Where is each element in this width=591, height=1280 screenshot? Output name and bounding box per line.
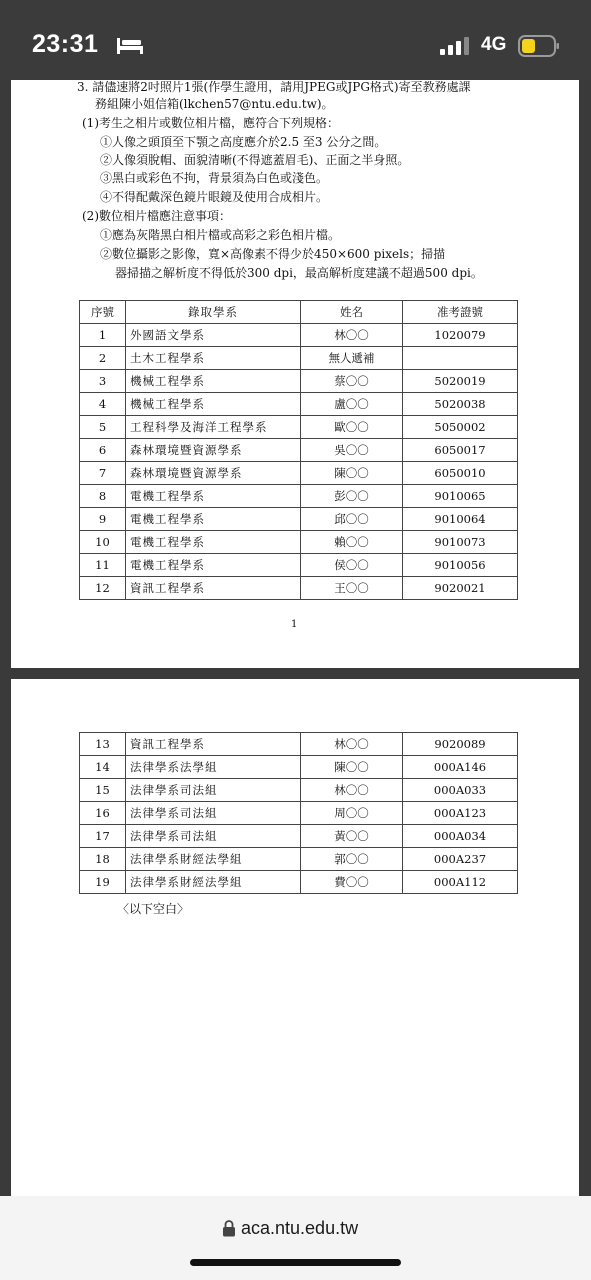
cell-id: 5020019 (403, 370, 518, 393)
status-bar (0, 0, 591, 80)
cell-id: 1020079 (403, 324, 518, 347)
cell-no: 14 (80, 756, 126, 779)
cell-dept: 森林環境暨資源學系 (126, 462, 301, 485)
cell-no: 16 (80, 802, 126, 825)
cell-dept: 外國語文學系 (126, 324, 301, 347)
cell-id: 6050010 (403, 462, 518, 485)
header-no: 序號 (80, 301, 126, 324)
cell-dept: 電機工程學系 (126, 485, 301, 508)
cell-dept: 法律學系法學組 (126, 756, 301, 779)
cell-id: 9010056 (403, 554, 518, 577)
cell-name: 歐〇〇 (301, 416, 403, 439)
cell-id: 5020038 (403, 393, 518, 416)
table-row (80, 462, 518, 485)
cell-id: 000A034 (403, 825, 518, 848)
cell-id: 9020021 (403, 577, 518, 600)
cell-name: 賴〇〇 (301, 531, 403, 554)
cell-id: 9020089 (403, 733, 518, 756)
cell-id: 000A237 (403, 848, 518, 871)
table-row (80, 779, 518, 802)
table-row (80, 324, 518, 347)
table-row (80, 733, 518, 756)
admission-table-continued (79, 732, 518, 894)
table-row (80, 347, 518, 370)
cell-no: 4 (80, 393, 126, 416)
cell-no: 6 (80, 439, 126, 462)
cell-dept: 電機工程學系 (126, 554, 301, 577)
cell-dept: 法律學系財經法學組 (126, 848, 301, 871)
table-row (80, 871, 518, 894)
cell-no: 10 (80, 531, 126, 554)
blank-below-note: 〈以下空白〉 (117, 902, 190, 916)
cell-no: 3 (80, 370, 126, 393)
cell-dept: 資訊工程學系 (126, 733, 301, 756)
cell-name: 蔡〇〇 (301, 370, 403, 393)
table-row (80, 508, 518, 531)
cell-dept: 電機工程學系 (126, 531, 301, 554)
cell-dept: 法律學系司法組 (126, 825, 301, 848)
document-page-2 (11, 679, 579, 1196)
cell-name: 彭〇〇 (301, 485, 403, 508)
doc-line: ①人像之頭頂至下顎之高度應介於2.5 至3 公分之間。 (100, 135, 387, 149)
header-id: 准考證號 (403, 301, 518, 324)
cell-no: 8 (80, 485, 126, 508)
table-row (80, 577, 518, 600)
cell-no: 9 (80, 508, 126, 531)
cell-dept: 機械工程學系 (126, 370, 301, 393)
cell-dept: 電機工程學系 (126, 508, 301, 531)
cell-dept: 工程科學及海洋工程學系 (126, 416, 301, 439)
doc-line: (1)考生之相片或數位相片檔，應符合下列規格： (82, 116, 339, 130)
table-row (80, 393, 518, 416)
table-row (80, 756, 518, 779)
doc-line: (2)數位相片檔應注意事項： (82, 209, 231, 223)
sleep-focus-icon (116, 37, 144, 55)
cell-name: 郭〇〇 (301, 848, 403, 871)
cell-no: 7 (80, 462, 126, 485)
header-name: 姓名 (301, 301, 403, 324)
lock-icon (222, 1220, 236, 1237)
home-indicator[interactable] (190, 1259, 401, 1266)
table-row (80, 370, 518, 393)
cell-name: 王〇〇 (301, 577, 403, 600)
admission-table (79, 300, 518, 600)
doc-line: ③黑白或彩色不拘，背景須為白色或淺色。 (100, 171, 329, 185)
cell-id: 000A123 (403, 802, 518, 825)
cell-id: 6050017 (403, 439, 518, 462)
doc-line: 3. 請儘速將2吋照片1張(作學生證用，請用JPEG或JPG格式)寄至教務處課 (77, 80, 471, 94)
table-row (80, 416, 518, 439)
cell-name: 周〇〇 (301, 802, 403, 825)
cell-dept: 法律學系財經法學組 (126, 871, 301, 894)
doc-line: ②人像須脫帽、面貌清晰(不得遮蓋眉毛)、正面之半身照。 (100, 153, 410, 167)
cell-no: 2 (80, 347, 126, 370)
table-row (80, 802, 518, 825)
cell-name: 吳〇〇 (301, 439, 403, 462)
cell-no: 5 (80, 416, 126, 439)
table-row (80, 848, 518, 871)
clock: 23:31 (32, 30, 99, 58)
cell-name: 林〇〇 (301, 324, 403, 347)
doc-line: 器掃描之解析度不得低於300 dpi，最高解析度建議不超過500 dpi。 (115, 266, 483, 280)
cell-no: 19 (80, 871, 126, 894)
cell-dept: 資訊工程學系 (126, 577, 301, 600)
cell-id: 5050002 (403, 416, 518, 439)
cell-id: 000A033 (403, 779, 518, 802)
cell-id: 9010073 (403, 531, 518, 554)
doc-line: 務組陳小姐信箱(lkchen57@ntu.edu.tw)。 (95, 97, 334, 111)
table-row (80, 485, 518, 508)
table-header-row (80, 301, 518, 324)
cell-name: 黃〇〇 (301, 825, 403, 848)
cell-dept: 法律學系司法組 (126, 802, 301, 825)
cell-id: 9010065 (403, 485, 518, 508)
cell-name: 陳〇〇 (301, 756, 403, 779)
network-type: 4G (481, 34, 507, 55)
cell-id: 9010064 (403, 508, 518, 531)
cell-dept: 機械工程學系 (126, 393, 301, 416)
cell-dept: 森林環境暨資源學系 (126, 439, 301, 462)
table-row (80, 825, 518, 848)
cell-no: 1 (80, 324, 126, 347)
cell-name: 邱〇〇 (301, 508, 403, 531)
cell-no: 18 (80, 848, 126, 871)
cell-name: 盧〇〇 (301, 393, 403, 416)
cell-id: 000A112 (403, 871, 518, 894)
cell-name: 陳〇〇 (301, 462, 403, 485)
doc-line: ④不得配戴深色鏡片眼鏡及使用合成相片。 (100, 190, 329, 204)
document-page-1 (11, 80, 579, 668)
cell-no: 12 (80, 577, 126, 600)
cell-dept: 土木工程學系 (126, 347, 301, 370)
cell-name: 林〇〇 (301, 733, 403, 756)
cell-no: 15 (80, 779, 126, 802)
cell-dept: 法律學系司法組 (126, 779, 301, 802)
table-row (80, 531, 518, 554)
cell-id: 000A146 (403, 756, 518, 779)
doc-line: ②數位攝影之影像，寬×高像素不得少於450×600 pixels；掃描 (100, 247, 446, 261)
cell-name: 無人遞補 (301, 347, 403, 370)
table-row (80, 554, 518, 577)
cell-no: 17 (80, 825, 126, 848)
url-text[interactable]: aca.ntu.edu.tw (241, 1218, 359, 1238)
cell-id (403, 347, 518, 370)
cell-name: 侯〇〇 (301, 554, 403, 577)
cell-no: 11 (80, 554, 126, 577)
cellular-signal-icon (440, 37, 476, 55)
cell-name: 費〇〇 (301, 871, 403, 894)
page-number: 1 (291, 619, 298, 630)
doc-line: ①應為灰階黑白相片檔或高彩之彩色相片檔。 (100, 228, 341, 242)
cell-name: 林〇〇 (301, 779, 403, 802)
battery-icon (518, 35, 560, 57)
table-row (80, 439, 518, 462)
cell-no: 13 (80, 733, 126, 756)
header-dept: 錄取學系 (126, 301, 301, 324)
